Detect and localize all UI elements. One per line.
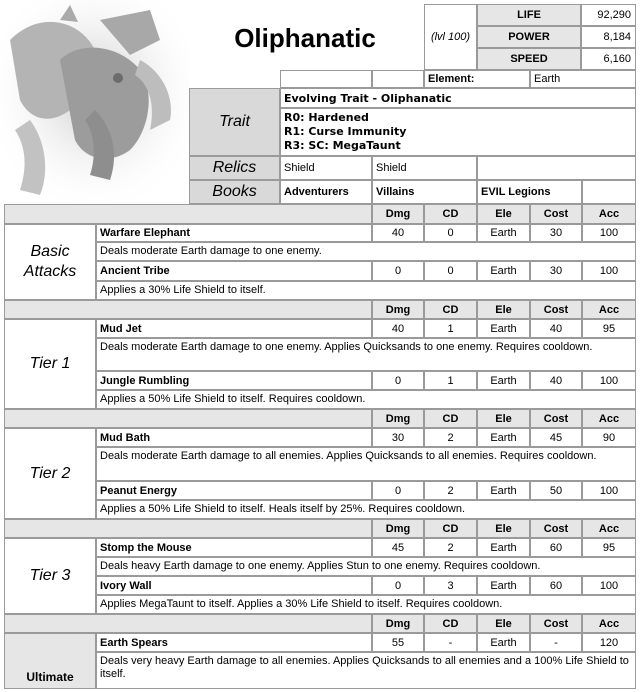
skill-cost: 50 <box>530 481 582 500</box>
skill-acc: 100 <box>582 576 636 595</box>
trait-levels <box>280 108 636 156</box>
column-header-cd: CD <box>424 204 477 224</box>
skill-description: Applies a 30% Life Shield to itself. <box>96 281 636 300</box>
skill-ele: Earth <box>477 428 530 447</box>
skill-name: Peanut Energy <box>96 481 372 500</box>
skill-description: Deals moderate Earth damage to one enemy. <box>96 242 636 261</box>
skill-acc: 120 <box>582 633 636 652</box>
character-portrait <box>0 0 190 206</box>
column-header-cd: CD <box>424 519 477 538</box>
column-header-acc: Acc <box>582 204 636 224</box>
section-header-spacer <box>4 519 372 538</box>
column-header-cost: Cost <box>530 300 582 319</box>
skill-description: Deals very heavy Earth damage to all enemies. Applies Quicksands to all enemies and a 100% Life Shield to itself. <box>96 652 636 689</box>
stat-label-power: POWER <box>477 26 581 48</box>
skill-dmg: 45 <box>372 538 424 557</box>
element-label: Element: <box>424 70 530 88</box>
skill-name: Jungle Rumbling <box>96 371 372 390</box>
book-3: EVIL Legions <box>477 180 582 204</box>
book-2: Villains <box>372 180 477 204</box>
column-header-cost: Cost <box>530 204 582 224</box>
books-label: Books <box>189 180 280 204</box>
column-header-cd: CD <box>424 409 477 428</box>
skill-cost: 60 <box>530 576 582 595</box>
level-label: (lvl 100) <box>424 4 477 70</box>
skill-description: Deals moderate Earth damage to all enemies. Applies Quicksands to all enemies. Requires cooldown. <box>96 447 636 481</box>
column-header-cost: Cost <box>530 519 582 538</box>
skill-acc: 100 <box>582 224 636 242</box>
skill-acc: 100 <box>582 481 636 500</box>
trait-label: Trait <box>189 88 280 156</box>
column-header-acc: Acc <box>582 614 636 633</box>
column-header-dmg: Dmg <box>372 300 424 319</box>
relic-2: Shield <box>372 156 477 180</box>
skill-name: Ancient Tribe <box>96 261 372 281</box>
trait-level-r0: R0: Hardened <box>284 111 369 124</box>
skill-cd: 3 <box>424 576 477 595</box>
skill-cd: 2 <box>424 428 477 447</box>
skill-ele: Earth <box>477 633 530 652</box>
stat-value-speed: 6,160 <box>581 48 636 70</box>
section-header-spacer <box>4 204 372 224</box>
trait-level-r3: R3: SC: MegaTaunt <box>284 139 401 152</box>
skill-dmg: 30 <box>372 428 424 447</box>
skill-cost: 40 <box>530 371 582 390</box>
skill-cd: 1 <box>424 319 477 338</box>
skill-ele: Earth <box>477 261 530 281</box>
column-header-ele: Ele <box>477 204 530 224</box>
skill-cd: 0 <box>424 261 477 281</box>
skill-cd: 2 <box>424 538 477 557</box>
skill-cost: 30 <box>530 224 582 242</box>
skill-acc: 95 <box>582 319 636 338</box>
skill-ele: Earth <box>477 576 530 595</box>
stat-value-power: 8,184 <box>581 26 636 48</box>
skill-description: Applies a 50% Life Shield to itself. Requires cooldown. <box>96 390 636 409</box>
skill-dmg: 40 <box>372 319 424 338</box>
element-spacer-b <box>372 70 424 88</box>
relic-1: Shield <box>280 156 372 180</box>
trait-level-r1: R1: Curse Immunity <box>284 125 407 138</box>
skill-dmg: 40 <box>372 224 424 242</box>
skill-description: Applies MegaTaunt to itself. Applies a 30% Life Shield to itself. Requires cooldown. <box>96 595 636 614</box>
section-header-spacer <box>4 300 372 319</box>
skill-name: Mud Jet <box>96 319 372 338</box>
skill-name: Ivory Wall <box>96 576 372 595</box>
skill-name: Stomp the Mouse <box>96 538 372 557</box>
column-header-dmg: Dmg <box>372 519 424 538</box>
skill-ele: Earth <box>477 224 530 242</box>
relics-label: Relics <box>189 156 280 180</box>
section-header-spacer <box>4 614 372 633</box>
column-header-dmg: Dmg <box>372 614 424 633</box>
column-header-cd: CD <box>424 300 477 319</box>
column-header-dmg: Dmg <box>372 409 424 428</box>
trait-name: Evolving Trait - Oliphanatic <box>280 88 636 108</box>
column-header-cd: CD <box>424 614 477 633</box>
skill-name: Warfare Elephant <box>96 224 372 242</box>
column-header-acc: Acc <box>582 409 636 428</box>
section-header-spacer <box>4 409 372 428</box>
skill-name: Earth Spears <box>96 633 372 652</box>
book-4 <box>582 180 636 204</box>
skill-ele: Earth <box>477 538 530 557</box>
relic-3 <box>477 156 636 180</box>
section-label: Tier 1 <box>4 319 96 409</box>
skill-cost: 45 <box>530 428 582 447</box>
skill-dmg: 0 <box>372 261 424 281</box>
column-header-ele: Ele <box>477 519 530 538</box>
column-header-ele: Ele <box>477 300 530 319</box>
section-label: Tier 2 <box>4 428 96 519</box>
skill-dmg: 0 <box>372 371 424 390</box>
skill-cd: 0 <box>424 224 477 242</box>
skill-acc: 95 <box>582 538 636 557</box>
element-spacer-a <box>280 70 372 88</box>
skill-cost: 40 <box>530 319 582 338</box>
skill-description: Deals moderate Earth damage to one enemy. Applies Quicksands to one enemy. Requires cooldown. <box>96 338 636 371</box>
skill-dmg: 0 <box>372 576 424 595</box>
column-header-dmg: Dmg <box>372 204 424 224</box>
section-label: Tier 3 <box>4 538 96 614</box>
stat-value-life: 92,290 <box>581 4 636 26</box>
element-value: Earth <box>530 70 636 88</box>
skill-cost: 60 <box>530 538 582 557</box>
character-name: Oliphanatic <box>234 22 376 53</box>
column-header-ele: Ele <box>477 614 530 633</box>
column-header-cost: Cost <box>530 614 582 633</box>
skill-ele: Earth <box>477 319 530 338</box>
skill-dmg: 55 <box>372 633 424 652</box>
section-label: Basic Attacks <box>4 224 96 300</box>
stat-label-life: LIFE <box>477 4 581 26</box>
column-header-acc: Acc <box>582 300 636 319</box>
skill-cd: 1 <box>424 371 477 390</box>
column-header-ele: Ele <box>477 409 530 428</box>
column-header-cost: Cost <box>530 409 582 428</box>
skill-cost: - <box>530 633 582 652</box>
section-label: Ultimate <box>4 633 96 689</box>
skill-ele: Earth <box>477 481 530 500</box>
skill-description: Applies a 50% Life Shield to itself. Heals itself by 25%. Requires cooldown. <box>96 500 636 519</box>
skill-acc: 100 <box>582 261 636 281</box>
skill-acc: 90 <box>582 428 636 447</box>
skill-cd: - <box>424 633 477 652</box>
skill-cost: 30 <box>530 261 582 281</box>
skill-acc: 100 <box>582 371 636 390</box>
stat-label-speed: SPEED <box>477 48 581 70</box>
skill-dmg: 0 <box>372 481 424 500</box>
skill-ele: Earth <box>477 371 530 390</box>
column-header-acc: Acc <box>582 519 636 538</box>
book-1: Adventurers <box>280 180 372 204</box>
skill-description: Deals heavy Earth damage to one enemy. Applies Stun to one enemy. Requires cooldown. <box>96 557 636 576</box>
skill-cd: 2 <box>424 481 477 500</box>
skill-name: Mud Bath <box>96 428 372 447</box>
